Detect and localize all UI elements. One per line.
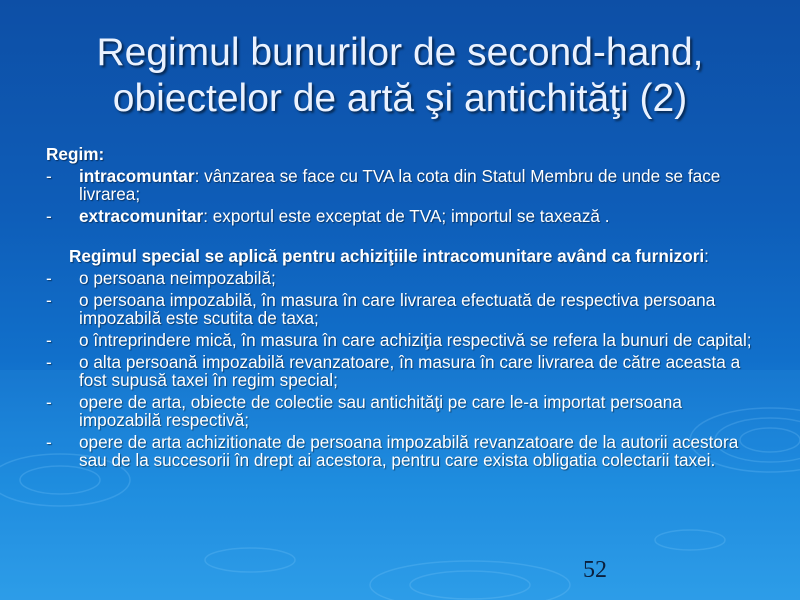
slide-title [40,30,760,122]
regime-text: : exportul este exceptat de TVA; importul se taxează . [203,206,610,226]
regime-item-extracommunity [46,207,756,225]
supplier-text: o alta persoană impozabilă revanzatoare, în masura în care livrarea de către aceasta a fost supusă taxei în regim special; [79,352,741,390]
title-line-2: obiectelor de artă şi antichităţi (2) [112,77,688,120]
regime-item-intracommunity [46,167,756,203]
slide-body [46,145,756,473]
supplier-item [46,291,756,327]
bullet-dash: - [46,330,52,350]
supplier-item [46,433,756,469]
supplier-text: o întreprindere mică, în masura în care achiziţia respectivă se refera la bunuri de capital; [79,330,752,350]
page-number: 52 [583,557,607,583]
supplier-item [46,353,756,389]
supplier-item [46,393,756,429]
title-line-1: Regimul bunurilor de second-hand, [96,31,704,74]
special-regime-suffix: : [704,246,709,266]
supplier-text: o persoana impozabilă, în masura în care livrarea efectuată de respectiva persoana impozabilă este scutita de taxa; [79,290,716,328]
bullet-dash: - [46,268,52,288]
regime-term: extracomunitar [79,206,204,226]
supplier-text: opere de arta, obiecte de colectie sau antichităţi pe care le-a importat persoana impozabilă respectivă; [79,392,682,430]
spacer [46,229,756,247]
regime-term: intracomuntar [79,166,195,186]
bullet-dash: - [46,206,52,226]
supplier-text: o persoana neimpozabilă; [79,268,276,288]
supplier-item [46,269,756,287]
bullet-dash: - [46,352,52,372]
special-regime-paragraph [46,247,756,265]
bullet-dash: - [46,392,52,412]
regime-heading: Regim: [46,144,105,164]
supplier-text: opere de arta achizitionate de persoana impozabilă revanzatoare de la autorii acestora sau de la succesorii în drept ai acestora, pentru care exista obligatia colectarii taxei. [79,432,739,470]
bullet-dash: - [46,290,52,310]
bullet-dash: - [46,432,52,452]
supplier-item [46,331,756,349]
regime-text: : vânzarea se face cu TVA la cota din Statul Membru de unde se face livrarea; [79,166,721,204]
special-regime-text: Regimul special se aplică pentru achiziţiile intracomunitare având ca furnizori [69,246,705,266]
bullet-dash: - [46,166,52,186]
